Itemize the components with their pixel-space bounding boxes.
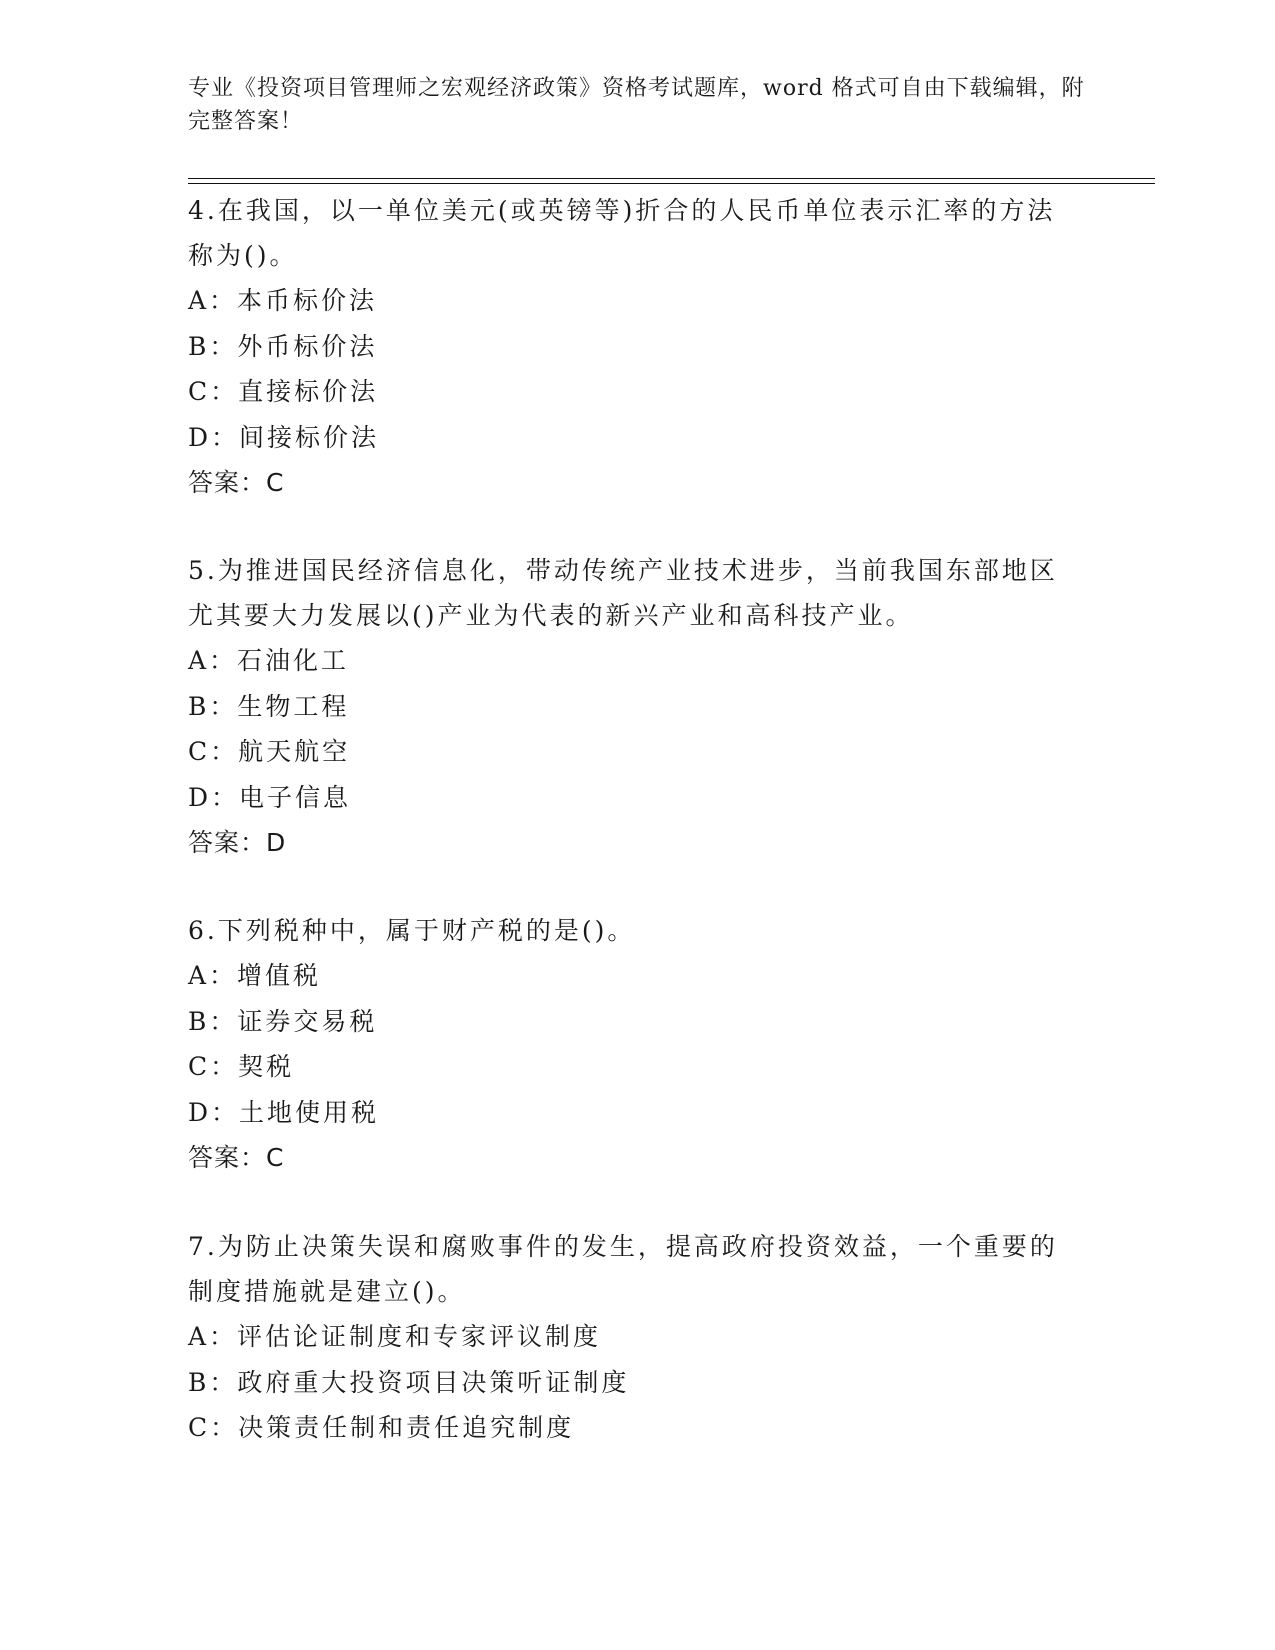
question-7: [188, 1224, 1068, 1451]
option-a: A：评估论证制度和专家评议制度: [188, 1322, 602, 1351]
option-b: B：证券交易税: [188, 1006, 378, 1036]
option-d: D：电子信息: [188, 782, 352, 812]
option-a: A：本币标价法: [188, 286, 378, 315]
option-c: C：决策责任制和责任追究制度: [188, 1413, 575, 1442]
option-b: B：外币标价法: [188, 331, 378, 361]
header-divider-bottom: [188, 183, 1155, 184]
question-5: [188, 548, 1068, 865]
option-a: A：石油化工: [188, 646, 350, 675]
question-6: [188, 908, 1068, 1180]
option-a: A：增值税: [188, 961, 322, 990]
option-c: C：直接标价法: [188, 377, 379, 406]
question-stem: 5.为推进国民经济信息化，带动传统产业技术进步，当前我国东部地区尤其要大力发展以()产业为代表的新兴产业和高科技产业。: [188, 556, 1058, 630]
header-divider-top: [188, 178, 1155, 179]
option-b: B：生物工程: [188, 691, 350, 721]
option-c: C：航天航空: [188, 737, 351, 766]
option-d: D：土地使用税: [188, 1097, 380, 1127]
question-stem: 6.下列税种中，属于财产税的是()。: [188, 916, 636, 945]
question-stem: 4.在我国，以一单位美元(或英镑等)折合的人民币单位表示汇率的方法称为()。: [188, 196, 1056, 270]
option-b: B：政府重大投资项目决策听证制度: [188, 1367, 630, 1397]
answer: 答案：D: [188, 828, 287, 857]
answer: 答案：C: [188, 468, 285, 497]
answer: 答案：C: [188, 1143, 285, 1172]
option-c: C：契税: [188, 1052, 295, 1081]
question-stem: 7.为防止决策失误和腐败事件的发生，提高政府投资效益，一个重要的制度措施就是建立()。: [188, 1232, 1058, 1306]
question-4: [188, 188, 1068, 505]
option-d: D：间接标价法: [188, 422, 380, 452]
document-header: 专业《投资项目管理师之宏观经济政策》资格考试题库，word 格式可自由下载编辑，附完整答案！: [188, 76, 1085, 134]
